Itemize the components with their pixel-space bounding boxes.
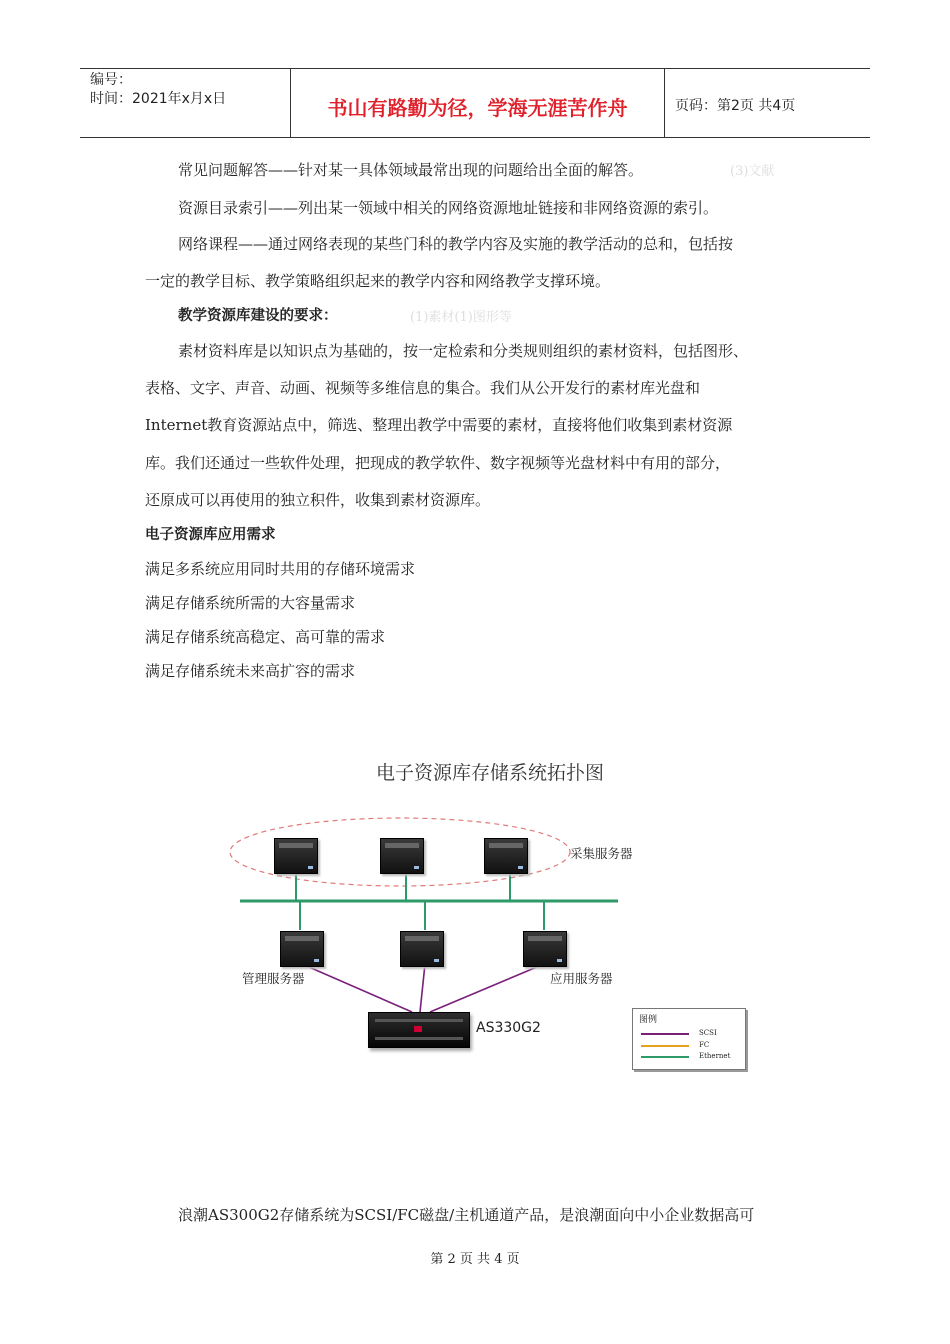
application-server [523, 931, 567, 967]
legend-row-fc [641, 1041, 741, 1051]
paragraph-material-3: Internet教育资源站点中，筛选、整理出教学中需要的素材，直接将他们收集到素材资源 [145, 416, 733, 434]
scsi-link-mid [420, 964, 425, 1012]
paragraph-faq: 常见问题解答——针对某一具体领域最常出现的问题给出全面的解答。 [178, 161, 644, 179]
page-header [80, 68, 870, 138]
paragraph-material-4: 库。我们还通过一些软件处理，把现成的教学软件、数字视频等光盘材料中有用的部分， [145, 454, 731, 472]
topology-diagram [220, 750, 760, 1080]
heading-app-needs: 电子资源库应用需求 [145, 527, 276, 543]
legend-label-ethernet: Ethernet [699, 1052, 731, 1060]
management-server-label: 管理服务器 [242, 971, 305, 986]
collect-server-2 [380, 838, 424, 874]
header-page-info: 页码：第2页 共4页 [675, 98, 796, 114]
scsi-link-mgmt [302, 964, 412, 1012]
requirement-1: 满足多系统应用同时共用的存储环境需求 [145, 560, 416, 578]
collect-server-label: 采集服务器 [570, 846, 633, 861]
paragraph-index: 资源目录索引——列出某一领域中相关的网络资源地址链接和非网络资源的索引。 [178, 199, 719, 217]
management-server [280, 931, 324, 967]
ghost-text-1: (3)文献 [730, 164, 775, 179]
time-label: 时间：2021年x月x日 [90, 91, 227, 107]
requirement-2: 满足存储系统所需的大容量需求 [145, 594, 356, 612]
legend-swatch-ethernet [641, 1056, 689, 1058]
legend-title: 图例 [639, 1015, 658, 1025]
application-server-label: 应用服务器 [550, 971, 613, 986]
requirement-4: 满足存储系统未来高扩容的需求 [145, 662, 356, 680]
legend-row-scsi [641, 1029, 741, 1039]
diagram-title: 电子资源库存储系统拓扑图 [375, 762, 604, 784]
header-motto: 书山有路勤为径，学海无涯苦作舟 [291, 69, 665, 137]
paragraph-course-2: 一定的教学目标、教学策略组织起来的教学内容和网络教学支撑环境。 [145, 272, 611, 290]
legend-label-fc: FC [699, 1041, 710, 1049]
paragraph-course-1: 网络课程——通过网络表现的某些门科的教学内容及实施的教学活动的总和，包括按 [178, 235, 734, 253]
paragraph-as300g2: 浪潮AS300G2存储系统为SCSI/FC磁盘/主机通道产品，是浪潮面向中小企业数据高可 [178, 1206, 755, 1224]
paragraph-material-1: 素材资料库是以知识点为基础的，按一定检索和分类规则组织的素材资料，包括图形、 [178, 342, 749, 360]
legend-row-ethernet [641, 1052, 741, 1062]
collect-server-3 [484, 838, 528, 874]
ghost-text-2: (1)素材(1)图形等 [410, 310, 512, 325]
collect-server-1 [274, 838, 318, 874]
requirement-3: 满足存储系统高稳定、高可靠的需求 [145, 628, 386, 646]
page-footer: 第 2 页 共 4 页 [430, 1252, 520, 1267]
paragraph-material-5: 还原成可以再使用的独立积件，收集到素材资源库。 [145, 491, 491, 509]
legend-swatch-fc [641, 1045, 689, 1047]
paragraph-material-2: 表格、文字、声音、动画、视频等多维信息的集合。我们从公开发行的素材库光盘和 [145, 379, 701, 397]
scsi-link-app [430, 964, 544, 1012]
number-label: 编号： [90, 72, 132, 88]
middle-server [400, 931, 444, 967]
heading-requirements: 教学资源库建设的要求： [178, 308, 338, 324]
legend-swatch-scsi [641, 1033, 689, 1035]
legend-label-scsi: SCSI [699, 1029, 717, 1037]
storage-label: AS330G2 [476, 1020, 541, 1036]
storage-array [368, 1012, 470, 1048]
header-meta [80, 69, 291, 137]
diagram-legend [632, 1008, 746, 1070]
